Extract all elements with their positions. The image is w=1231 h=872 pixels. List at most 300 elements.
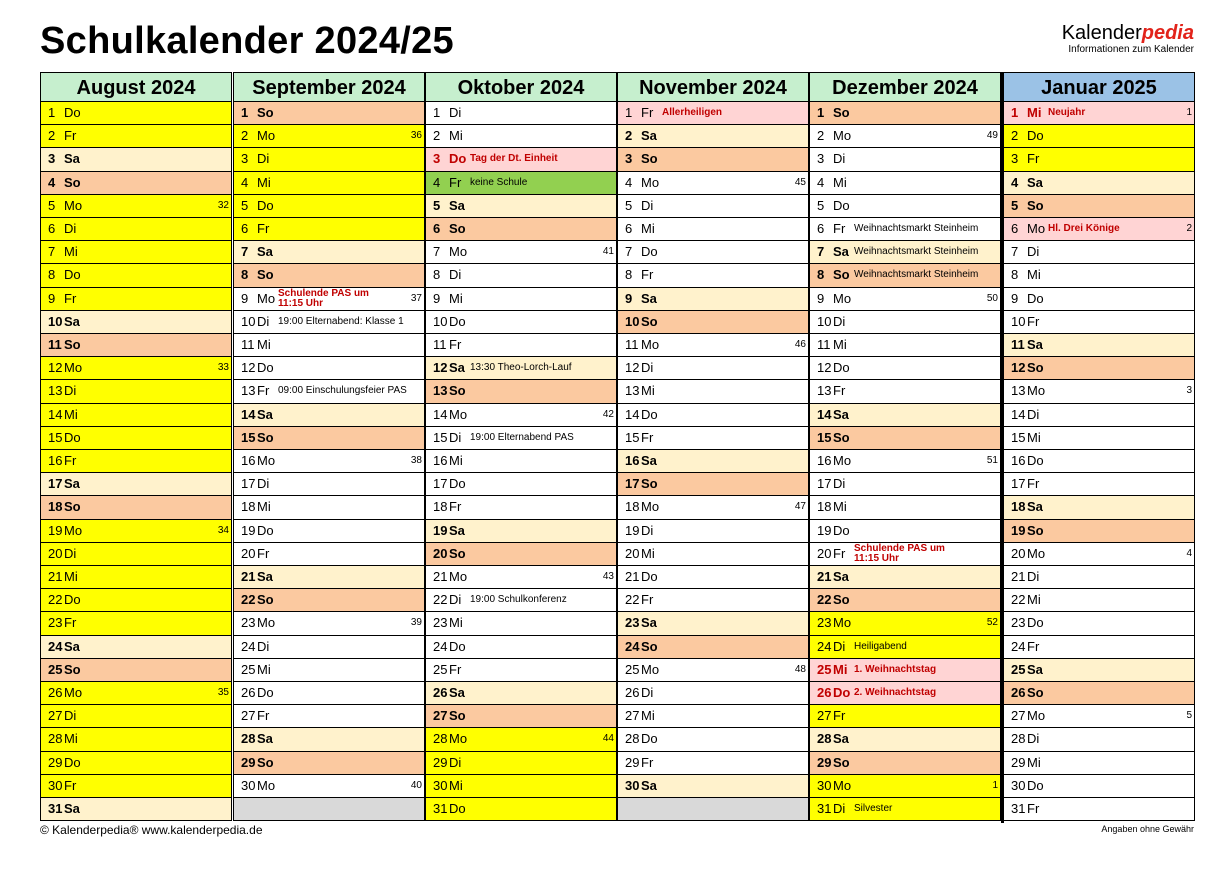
- weekday-label: Di: [641, 360, 654, 376]
- day-cell: [40, 752, 232, 775]
- week-number: 2: [1186, 223, 1192, 234]
- day-number: 1: [48, 105, 56, 120]
- day-cell: [233, 334, 425, 357]
- day-cell: [425, 450, 617, 473]
- weekday-label: Di: [833, 801, 846, 816]
- day-number: 18: [817, 499, 832, 515]
- day-number: 25: [1011, 661, 1026, 677]
- day-cell: [40, 264, 232, 288]
- day-number: 1: [241, 105, 249, 120]
- day-cell: [809, 427, 1001, 450]
- day-cell: [1003, 543, 1195, 566]
- day-number: 3: [817, 151, 825, 167]
- day-number: 20: [48, 545, 63, 561]
- day-cell: [233, 380, 425, 404]
- day-cell: [617, 473, 809, 496]
- day-number: 11: [433, 337, 447, 352]
- day-cell: [1003, 172, 1195, 195]
- week-number: 3: [1186, 385, 1192, 397]
- day-number: 4: [241, 174, 249, 190]
- day-number: 30: [48, 777, 63, 793]
- week-number: 47: [794, 501, 806, 513]
- weekday-label: So: [641, 313, 658, 329]
- day-note: 19:00 Elternabend PAS: [470, 431, 574, 443]
- day-cell: [617, 148, 809, 172]
- day-cell: [809, 775, 1001, 798]
- month-header: August 2024: [40, 72, 232, 102]
- day-number: 30: [241, 777, 256, 793]
- month-column: [809, 72, 1001, 823]
- day-number: 11: [1011, 337, 1025, 352]
- weekday-label: Fr: [1027, 638, 1040, 654]
- day-cell: [617, 659, 809, 682]
- weekday-label: So: [1027, 360, 1044, 376]
- page-title: Schulkalender 2024/25: [40, 20, 454, 62]
- day-number: 29: [48, 754, 63, 770]
- day-number: 24: [817, 638, 832, 654]
- week-number: 36: [410, 130, 422, 142]
- day-cell: [617, 682, 809, 705]
- day-cell: [40, 102, 232, 125]
- day-number: 12: [1011, 360, 1026, 376]
- weekday-label: So: [257, 592, 274, 608]
- weekday-label: Fr: [641, 429, 654, 445]
- weekday-label: So: [449, 545, 466, 561]
- weekday-label: Sa: [641, 615, 657, 631]
- day-number: 3: [433, 151, 441, 167]
- weekday-label: Sa: [257, 731, 273, 747]
- weekday-label: So: [641, 151, 658, 167]
- day-cell: [1003, 404, 1195, 427]
- weekday-label: Mi: [641, 545, 655, 561]
- day-number: 24: [433, 638, 448, 654]
- day-cell: [617, 728, 809, 752]
- day-number: 5: [241, 197, 249, 213]
- day-number: 12: [433, 360, 448, 376]
- day-cell: [233, 612, 425, 636]
- weekday-label: Do: [1027, 453, 1044, 468]
- weekday-label: Sa: [64, 151, 80, 167]
- day-cell: [617, 798, 809, 821]
- weekday-label: Fr: [257, 383, 270, 399]
- day-cell: [617, 172, 809, 195]
- weekday-label: Do: [833, 685, 851, 700]
- day-number: 20: [241, 545, 256, 561]
- day-number: 2: [817, 128, 825, 144]
- weekday-label: Do: [833, 360, 850, 376]
- day-number: 10: [817, 313, 832, 329]
- weekday-label: Di: [641, 197, 654, 213]
- day-cell: [40, 496, 232, 520]
- day-number: 22: [48, 592, 63, 608]
- day-number: 8: [1011, 267, 1019, 283]
- day-cell: [233, 659, 425, 682]
- day-number: 15: [817, 429, 832, 445]
- week-number: 51: [986, 455, 998, 466]
- weekday-label: Do: [833, 522, 850, 538]
- day-cell: [1003, 752, 1195, 775]
- weekday-label: Mi: [1027, 429, 1041, 445]
- day-cell: [617, 241, 809, 264]
- day-number: 19: [625, 522, 640, 538]
- day-cell: [1003, 427, 1195, 450]
- day-number: 4: [1011, 174, 1019, 190]
- day-cell: [1003, 195, 1195, 218]
- weekday-label: Fr: [449, 337, 462, 352]
- day-number: 30: [625, 777, 640, 793]
- weekday-label: Di: [449, 267, 462, 283]
- day-note: 19:00 Elternabend: Klasse 1: [278, 315, 404, 327]
- weekday-label: So: [64, 337, 81, 352]
- day-cell: [40, 473, 232, 496]
- day-number: 13: [241, 383, 256, 399]
- day-cell: [617, 589, 809, 612]
- day-cell: [40, 380, 232, 404]
- day-cell: [40, 612, 232, 636]
- weekday-label: So: [64, 499, 81, 515]
- day-number: 3: [625, 151, 633, 167]
- day-number: 18: [241, 499, 256, 515]
- day-number: 18: [48, 499, 63, 515]
- weekday-label: Fr: [641, 592, 654, 608]
- weekday-label: Sa: [1027, 661, 1043, 677]
- weekday-label: So: [257, 429, 274, 445]
- weekday-label: Di: [1027, 569, 1040, 584]
- day-cell: [233, 450, 425, 473]
- day-cell: [617, 102, 809, 125]
- day-cell: [617, 775, 809, 798]
- weekday-label: Mo: [449, 244, 468, 260]
- weekday-label: Di: [64, 383, 77, 399]
- weekday-label: Sa: [1027, 337, 1043, 352]
- day-cell: [617, 380, 809, 404]
- week-number: 1: [1186, 107, 1192, 118]
- footer-disclaimer: Angaben ohne Gewähr: [1101, 824, 1194, 834]
- weekday-label: Sa: [449, 197, 465, 213]
- day-cell: [233, 636, 425, 659]
- day-number: 19: [817, 522, 832, 538]
- day-cell: [809, 311, 1001, 334]
- weekday-label: Fr: [64, 128, 77, 144]
- weekday-label: Mo: [449, 406, 468, 422]
- day-number: 9: [625, 290, 633, 306]
- week-number: 46: [794, 339, 806, 350]
- day-number: 16: [817, 453, 832, 468]
- day-number: 28: [241, 731, 256, 747]
- day-cell: [233, 589, 425, 612]
- day-note: 13:30 Theo-Lorch-Lauf: [470, 362, 572, 374]
- brand-name-main: Kalender: [1061, 22, 1142, 44]
- day-number: 15: [625, 429, 640, 445]
- day-number: 31: [433, 801, 448, 816]
- day-cell: [617, 427, 809, 450]
- weekday-label: Fr: [257, 221, 270, 236]
- day-cell: [1003, 148, 1195, 172]
- day-cell: [425, 125, 617, 148]
- day-cell: [233, 705, 425, 728]
- weekday-label: Mi: [64, 244, 78, 260]
- day-number: 14: [625, 406, 640, 422]
- weekday-label: Do: [449, 313, 466, 329]
- day-number: 10: [241, 313, 256, 329]
- day-cell: [425, 496, 617, 520]
- day-cell: [809, 380, 1001, 404]
- day-cell: [1003, 334, 1195, 357]
- day-cell: [233, 427, 425, 450]
- day-cell: [1003, 775, 1195, 798]
- day-cell: [809, 520, 1001, 543]
- month-column: [1003, 72, 1195, 823]
- week-number: 44: [602, 733, 614, 745]
- week-number: 49: [986, 130, 998, 142]
- day-number: 18: [625, 499, 640, 515]
- weekday-label: Mo: [257, 453, 276, 468]
- weekday-label: Sa: [64, 313, 80, 329]
- day-number: 18: [1011, 499, 1026, 515]
- day-number: 23: [625, 615, 640, 631]
- day-note: Neujahr: [1048, 107, 1086, 118]
- day-number: 28: [48, 731, 63, 747]
- weekday-label: Di: [449, 592, 462, 608]
- weekday-label: Mo: [641, 661, 660, 677]
- weekday-label: Do: [1027, 290, 1044, 306]
- week-number: 1: [992, 779, 998, 791]
- day-cell: [40, 357, 232, 380]
- day-number: 1: [433, 105, 441, 120]
- day-number: 6: [48, 221, 56, 236]
- weekday-label: Mo: [641, 337, 660, 352]
- day-cell: [425, 520, 617, 543]
- day-number: 25: [241, 661, 256, 677]
- day-cell: [233, 357, 425, 380]
- day-number: 10: [48, 313, 63, 329]
- day-note: Silvester: [854, 803, 893, 814]
- weekday-label: So: [833, 267, 850, 283]
- day-cell: [617, 218, 809, 241]
- day-cell: [425, 380, 617, 404]
- day-cell: [40, 427, 232, 450]
- day-number: 14: [433, 406, 448, 422]
- day-cell: [425, 264, 617, 288]
- weekday-label: Mi: [257, 174, 271, 190]
- day-note: Schulende PAS um 11:15 Uhr: [278, 287, 369, 309]
- day-number: 4: [625, 174, 633, 190]
- day-number: 29: [241, 754, 256, 770]
- month-header: November 2024: [617, 72, 809, 102]
- weekday-label: Sa: [1027, 174, 1043, 190]
- weekday-label: Mi: [833, 499, 847, 515]
- day-number: 23: [1011, 615, 1026, 631]
- day-number: 27: [817, 708, 832, 724]
- weekday-label: Mi: [257, 661, 271, 677]
- day-cell: [1003, 589, 1195, 612]
- brand-logo[interactable]: [1062, 22, 1194, 56]
- day-number: 16: [433, 453, 448, 468]
- day-cell: [1003, 496, 1195, 520]
- day-number: 20: [817, 545, 832, 561]
- weekday-label: Mi: [833, 337, 847, 352]
- day-number: 23: [817, 615, 832, 631]
- day-number: 6: [241, 221, 249, 236]
- day-cell: [1003, 264, 1195, 288]
- day-number: 16: [1011, 453, 1026, 468]
- day-number: 20: [433, 545, 448, 561]
- weekday-label: So: [64, 174, 81, 190]
- brand-name: [1062, 22, 1194, 44]
- day-cell: [1003, 473, 1195, 496]
- weekday-label: Do: [449, 638, 466, 654]
- day-number: 9: [1011, 290, 1019, 306]
- weekday-label: Mi: [64, 406, 78, 422]
- day-number: 30: [817, 777, 832, 793]
- weekday-label: Sa: [64, 476, 80, 492]
- day-note: 19:00 Schulkonferenz: [470, 594, 567, 606]
- day-number: 11: [241, 337, 255, 352]
- day-number: 27: [625, 708, 640, 724]
- weekday-label: Fr: [449, 661, 462, 677]
- weekday-label: Di: [833, 476, 846, 492]
- day-number: 17: [625, 476, 640, 492]
- weekday-label: Mo: [833, 777, 852, 793]
- day-number: 19: [48, 522, 63, 538]
- day-cell: [1003, 636, 1195, 659]
- day-cell: [40, 728, 232, 752]
- day-cell: [617, 195, 809, 218]
- day-cell: [617, 705, 809, 728]
- day-cell: [809, 612, 1001, 636]
- weekday-label: Sa: [449, 685, 465, 700]
- day-cell: [809, 659, 1001, 682]
- day-number: 11: [625, 337, 639, 352]
- weekday-label: Mi: [641, 221, 655, 236]
- day-cell: [425, 241, 617, 264]
- day-cell: [40, 311, 232, 334]
- day-cell: [425, 288, 617, 311]
- weekday-label: Sa: [641, 453, 657, 468]
- year-separator: [1001, 72, 1004, 823]
- weekday-label: So: [449, 221, 466, 236]
- day-cell: [809, 496, 1001, 520]
- day-number: 9: [817, 290, 825, 306]
- day-cell: [617, 612, 809, 636]
- weekday-label: So: [1027, 522, 1044, 538]
- day-number: 16: [241, 453, 256, 468]
- day-number: 31: [1011, 801, 1026, 816]
- day-number: 2: [48, 128, 56, 144]
- day-number: 14: [1011, 406, 1026, 422]
- weekday-label: So: [64, 661, 81, 677]
- day-cell: [425, 612, 617, 636]
- day-number: 10: [1011, 313, 1026, 329]
- week-number: 32: [217, 199, 229, 211]
- day-cell: [809, 241, 1001, 264]
- weekday-label: Do: [833, 197, 850, 213]
- day-number: 3: [1011, 151, 1019, 167]
- day-cell: [617, 125, 809, 148]
- weekday-label: So: [641, 476, 658, 492]
- day-cell: [233, 125, 425, 148]
- weekday-label: Fr: [641, 267, 654, 283]
- day-cell: [809, 264, 1001, 288]
- day-cell: [809, 636, 1001, 659]
- weekday-label: Fr: [257, 708, 270, 724]
- weekday-label: Mo: [1027, 383, 1046, 399]
- weekday-label: Do: [257, 522, 274, 538]
- day-number: 21: [48, 569, 63, 584]
- day-cell: [233, 682, 425, 705]
- week-number: 5: [1186, 710, 1192, 722]
- day-number: 1: [817, 105, 825, 120]
- day-number: 2: [625, 128, 633, 144]
- day-number: 12: [241, 360, 256, 376]
- day-number: 3: [241, 151, 249, 167]
- day-cell: [809, 334, 1001, 357]
- weekday-label: Sa: [449, 360, 465, 376]
- weekday-label: Do: [1027, 128, 1044, 144]
- weekday-label: So: [449, 708, 466, 724]
- day-cell: [233, 566, 425, 589]
- weekday-label: Sa: [833, 731, 849, 747]
- day-number: 10: [433, 313, 448, 329]
- weekday-label: Mo: [257, 290, 276, 306]
- weekday-label: Mi: [1027, 267, 1041, 283]
- day-number: 17: [48, 476, 63, 492]
- day-cell: [233, 264, 425, 288]
- day-number: 26: [817, 685, 832, 700]
- weekday-label: Di: [641, 685, 654, 700]
- day-note: Heiligabend: [854, 640, 907, 652]
- day-number: 21: [241, 569, 256, 584]
- day-number: 6: [817, 221, 825, 236]
- day-cell: [40, 404, 232, 427]
- day-cell: [617, 311, 809, 334]
- weekday-label: Mo: [833, 290, 852, 306]
- day-cell: [809, 357, 1001, 380]
- day-cell: [40, 543, 232, 566]
- day-number: 5: [48, 197, 56, 213]
- day-cell: [1003, 612, 1195, 636]
- weekday-label: Sa: [257, 406, 273, 422]
- day-number: 5: [1011, 197, 1019, 213]
- day-number: 19: [433, 522, 448, 538]
- day-cell: [809, 172, 1001, 195]
- weekday-label: Di: [64, 708, 77, 724]
- day-number: 27: [433, 708, 448, 724]
- day-number: 6: [625, 221, 633, 236]
- day-cell: [425, 102, 617, 125]
- weekday-label: So: [833, 429, 850, 445]
- brand-name-accent: pedia: [1141, 22, 1194, 44]
- footer-copyright: © Kalenderpedia® www.kalenderpedia.de: [40, 823, 263, 837]
- day-cell: [233, 404, 425, 427]
- weekday-label: Fr: [1027, 476, 1040, 492]
- day-number: 5: [817, 197, 825, 213]
- weekday-label: Mo: [257, 777, 276, 793]
- weekday-label: So: [833, 592, 850, 608]
- day-number: 26: [433, 685, 448, 700]
- day-cell: [233, 218, 425, 241]
- day-number: 1: [1011, 105, 1019, 120]
- day-number: 25: [433, 661, 448, 677]
- day-number: 7: [817, 244, 825, 260]
- day-cell: [809, 288, 1001, 311]
- weekday-label: Fr: [64, 777, 77, 793]
- day-number: 11: [48, 337, 62, 352]
- week-number: 33: [217, 362, 229, 374]
- day-number: 15: [241, 429, 256, 445]
- weekday-label: Di: [449, 105, 462, 120]
- weekday-label: Sa: [833, 569, 849, 584]
